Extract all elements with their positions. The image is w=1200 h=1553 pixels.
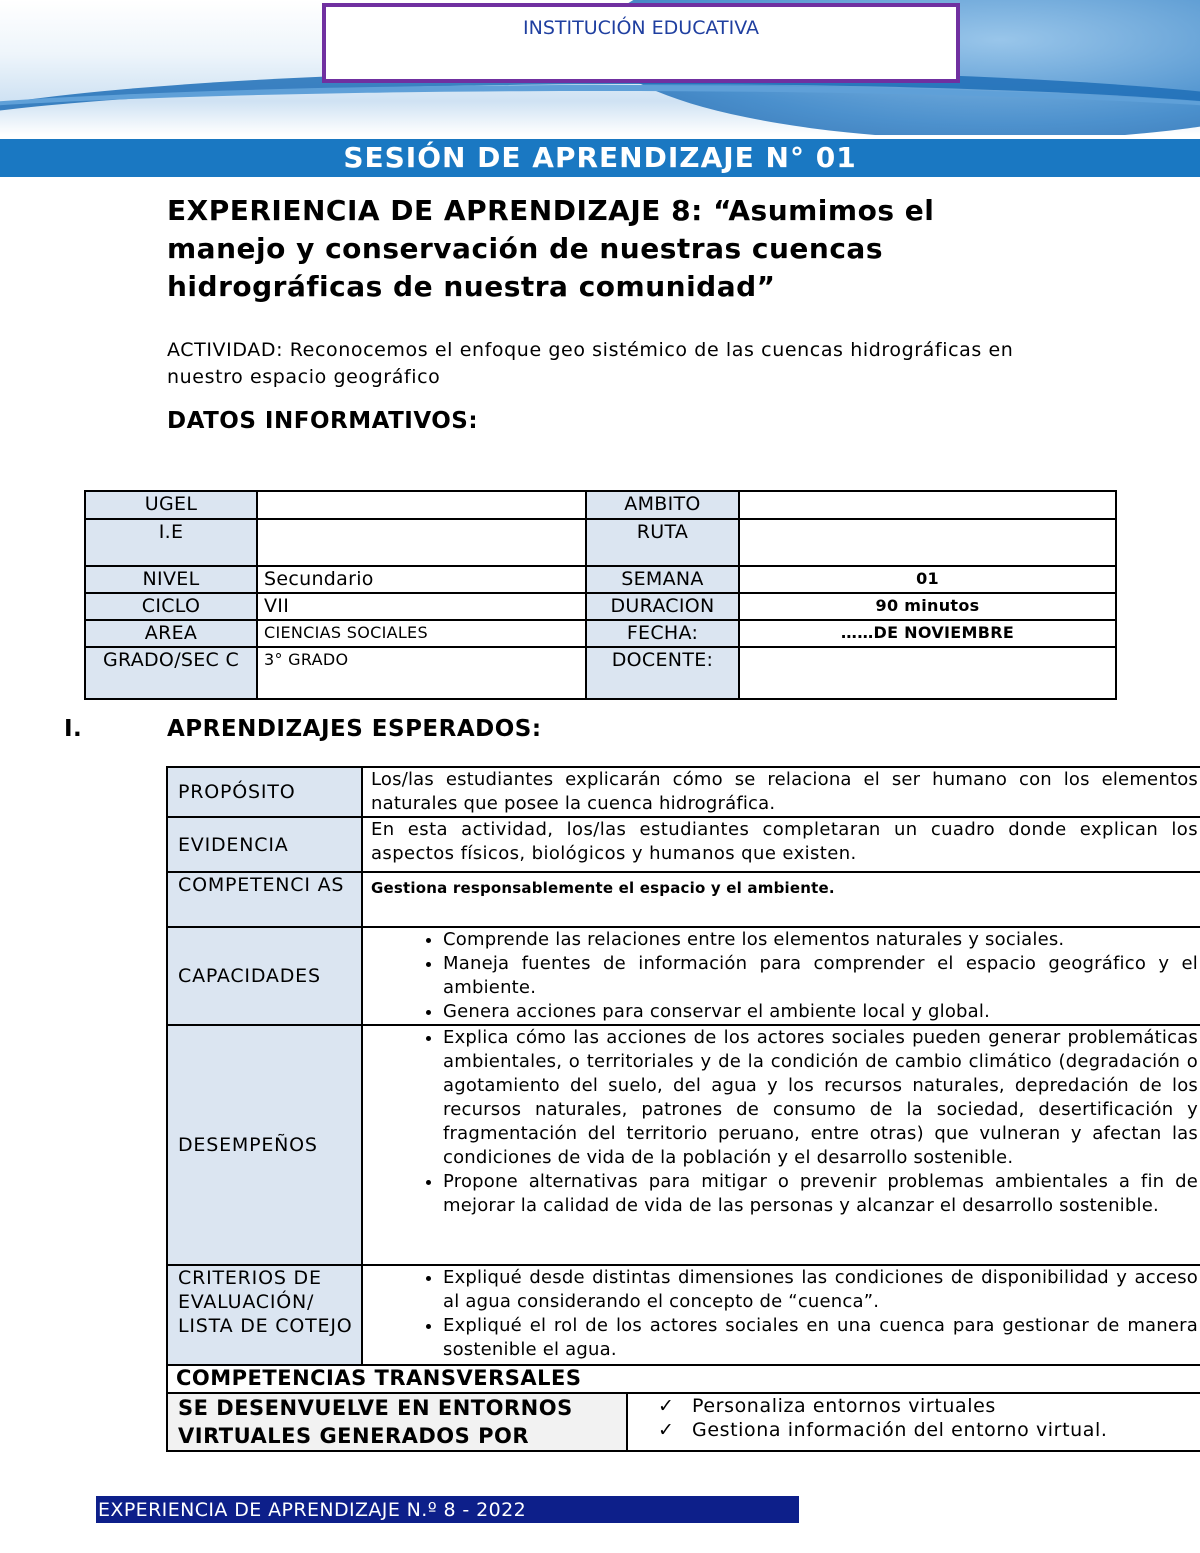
list-item: • Propone alternativas para mitigar o prevenir problemas ambientales a fin de mejorar la calidad de vida de las personas y alcanzar el desarrollo sostenible. [443,1170,1198,1218]
list-item [658,1394,1198,1418]
session-title: SESIÓN DE APRENDIZAJE N° 01 [0,139,1200,177]
desempenos-cell [362,1025,1200,1265]
list-item: • Genera acciones para conservar el ambiente local y global. [443,1000,1198,1024]
grado-label: GRADO/SEC C [85,647,257,699]
list-item: • Comprende las relaciones entre los elementos naturales y sociales. [443,928,1198,952]
ciclo-label: CICLO [85,593,257,620]
list-item: • Maneja fuentes de información para comprender el espacio geográfico y el ambiente. [443,952,1198,1000]
fecha-value: ……DE NOVIEMBRE [739,620,1116,647]
virtual-items-cell [627,1393,1200,1451]
ugel-value [257,491,586,519]
list-item: • Expliqué desde distintas dimensiones las condiciones de disponibilidad y acceso al agua considerando el concepto de “cuenca”. [443,1266,1198,1314]
ugel-label: UGEL [85,491,257,519]
duracion-value: 90 minutos [739,593,1116,620]
section-heading [64,716,542,742]
proposito-text: Los/las estudiantes explicarán cómo se relaciona el ser humano con los elementos naturales que posee la cuenca hidrográfica. [362,767,1200,817]
capacidades-label: CAPACIDADES [167,927,362,1025]
criterios-cell [362,1265,1200,1365]
competencias-label: COMPETENCI AS [167,872,362,927]
desempenos-label: DESEMPEÑOS [167,1025,362,1265]
area-label: AREA [85,620,257,647]
ruta-label: RUTA [586,519,739,566]
nivel-label: NIVEL [85,566,257,593]
institution-name: INSTITUCIÓN EDUCATIVA [523,17,759,39]
learning-table [166,766,1200,1452]
grado-value: 3° GRADO [257,647,586,699]
proposito-label: PROPÓSITO [167,767,362,817]
list-item [658,1418,1198,1442]
evidencia-label: EVIDENCIA [167,817,362,872]
desempenos-list [371,1026,1198,1218]
virtual-item-text: Personaliza entornos virtuales [692,1395,996,1417]
list-item: • Expliqué el rol de los actores sociales en una cuenca para gestionar de manera sostenible el agua. [443,1314,1198,1362]
virtual-item-text: Gestiona información del entorno virtual. [692,1419,1108,1441]
activity-text: ACTIVIDAD: Reconocemos el enfoque geo sistémico de las cuencas hidrográficas en nuestro espacio geográfico [167,339,1014,388]
capacidades-list [371,928,1198,1024]
transversales-heading: COMPETENCIAS TRANSVERSALES [167,1365,1200,1393]
ie-label: I.E [85,519,257,566]
criterios-label: CRITERIOS DE EVALUACIÓN/ LISTA DE COTEJO [167,1265,362,1365]
nivel-value: Secundario [257,566,586,593]
institution-box [322,3,960,83]
experience-title: EXPERIENCIA DE APRENDIZAJE 8: “Asumimos el manejo y conservación de nuestras cuencas hidrográficas de nuestra comunidad” [167,194,935,303]
check-icon: ✓ [658,1419,675,1441]
ciclo-value: VII [257,593,586,620]
virtual-items-list [636,1394,1198,1442]
check-icon: ✓ [658,1395,675,1417]
docente-value [739,647,1116,699]
datos-heading: DATOS INFORMATIVOS: [167,408,479,434]
banner-wave-decoration [0,85,1200,135]
info-table [84,490,1117,700]
competencias-text: Gestiona responsablemente el espacio y el ambiente. [362,872,1200,927]
semana-label: SEMANA [586,566,739,593]
docente-label: DOCENTE: [586,647,739,699]
virtual-label: SE DESENVUELVE EN ENTORNOS VIRTUALES GENERADOS POR [167,1393,627,1451]
area-value: CIENCIAS SOCIALES [257,620,586,647]
ambito-value [739,491,1116,519]
footer-bar: EXPERIENCIA DE APRENDIZAJE N.º 8 - 2022 [96,1496,799,1523]
ambito-label: AMBITO [586,491,739,519]
section-title: APRENDIZAJES ESPERADOS: [167,716,542,742]
section-number: I. [64,716,83,742]
fecha-label: FECHA: [586,620,739,647]
duracion-label: DURACION [586,593,739,620]
capacidades-cell [362,927,1200,1025]
ruta-value [739,519,1116,566]
criterios-list [371,1266,1198,1362]
semana-value: 01 [739,566,1116,593]
evidencia-text: En esta actividad, los/las estudiantes completaran un cuadro donde explican los aspectos físicos, biológicos y humanos que existen. [362,817,1200,872]
ie-value [257,519,586,566]
list-item: • Explica cómo las acciones de los actores sociales pueden generar problemáticas ambientales, o territoriales y de la condición de cambio climático (degradación o agotamiento del suelo, del agua y los recursos naturales, depredación de los recursos naturales, patrones de consumo de la sociedad, desertificación y fragmentación del territorio peruano, entre otras) que vulneran y afectan las condiciones de vida de la población y el desarrollo sostenible. [443,1026,1198,1170]
